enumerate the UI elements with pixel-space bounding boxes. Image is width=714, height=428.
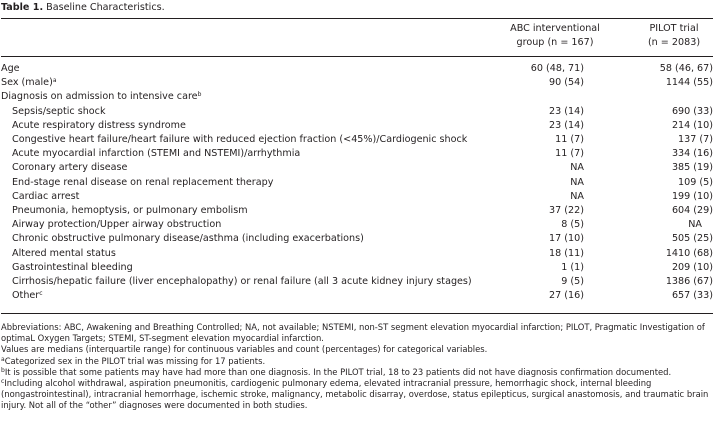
cell-pilot-trial: 58 (46, 67) xyxy=(659,63,713,74)
footnote-marker: c xyxy=(39,290,43,298)
cell-pilot-trial: 214 (10) xyxy=(671,119,713,131)
footnote-a-mark: a xyxy=(1,355,5,363)
table-row xyxy=(0,190,714,204)
cell-abc-group: 18 (11) xyxy=(549,247,584,259)
row-label xyxy=(12,161,127,175)
cell-pilot-trial: NA xyxy=(688,219,702,231)
row-label-text: Sepsis/septic shock xyxy=(12,105,106,117)
table-row xyxy=(0,133,714,147)
row-label xyxy=(12,204,248,218)
footnote-c-mark: c xyxy=(1,378,5,386)
footnote-b xyxy=(1,367,713,378)
row-label xyxy=(12,289,43,303)
row-label xyxy=(12,232,364,246)
row-label-text: End-stage renal disease on renal replacement therapy xyxy=(12,176,274,188)
cell-pilot-trial: 385 (19) xyxy=(671,162,713,174)
cell-abc-group: 27 (16) xyxy=(549,290,584,302)
cell-abc-group: 23 (14) xyxy=(549,105,584,117)
cell-abc-group: 9 (5) xyxy=(561,276,584,287)
footnote-b-mark: b xyxy=(1,366,5,374)
table-row xyxy=(0,76,714,90)
table-row xyxy=(0,289,714,303)
row-label-text: Altered mental status xyxy=(12,247,116,259)
table-row xyxy=(0,105,714,119)
cell-abc-group: 37 (22) xyxy=(549,205,584,216)
cell-pilot-trial: 505 (25) xyxy=(671,233,713,245)
footnote-values: Values are medians (interquartile range) for continuous variables and count (percentages) for categorical variables. xyxy=(1,344,488,355)
cell-pilot-trial: 199 (10) xyxy=(671,190,713,202)
table-label: Table 1. xyxy=(1,2,44,13)
row-label xyxy=(12,147,300,161)
footnote-a-text: Categorized sex in the PILOT trial was missing for 17 patients. xyxy=(4,355,266,366)
cell-pilot-trial: 334 (16) xyxy=(671,148,713,160)
table-row xyxy=(0,218,714,232)
footnote-b-text: It is possible that some patients may have had more than one diagnosis. In the PILOT trial, 18 to 23 patients did not have diagnosis confirmation documented. xyxy=(4,366,672,377)
row-label-text: Other xyxy=(12,290,40,302)
table-caption xyxy=(1,1,165,14)
footnote-abbreviations: Abbreviations: ABC, Awakening and Breathing Controlled; NA, not available; NSTEMI, non-ST segment elevation myocardial infarction; PILOT, Pragmatic Investigation of optimaL Oxygen Targets; STEMI, ST-segment elevation myocardial infarction. xyxy=(1,322,705,344)
table-row xyxy=(0,204,714,218)
row-label-text: Acute myocardial infarction (STEMI and NSTEMI)/arrhythmia xyxy=(12,148,301,160)
cell-abc-group: 17 (10) xyxy=(549,233,584,245)
row-label-text: Chronic obstructive pulmonary disease/asthma (including exacerbations) xyxy=(12,233,364,245)
row-label xyxy=(12,261,133,275)
footnote-marker: a xyxy=(52,77,57,85)
row-label xyxy=(12,119,186,133)
cell-abc-group: 11 (7) xyxy=(555,148,584,160)
cell-abc-group: 11 (7) xyxy=(555,134,584,145)
row-label-text: Sex (male) xyxy=(1,77,53,89)
row-label-text: Acute respiratory distress syndrome xyxy=(12,119,186,131)
row-label-text: Cardiac arrest xyxy=(12,190,80,202)
cell-pilot-trial: 657 (33) xyxy=(671,290,713,302)
header-abc-line1: ABC interventional xyxy=(510,23,600,34)
row-label xyxy=(12,105,106,119)
header-abc-group xyxy=(496,22,614,50)
cell-pilot-trial: 109 (5) xyxy=(678,176,713,188)
row-label-text: Coronary artery disease xyxy=(12,162,128,174)
cell-pilot-trial: 1144 (55) xyxy=(665,77,713,89)
cell-pilot-trial: 1410 (68) xyxy=(665,247,713,259)
footnote-c-text: Including alcohol withdrawal, aspiration pneumonitis, cardiogenic pulmonary edema, elevated intracranial pressure, hemorrhagic shock, internal bleeding (nongastrointestinal), intracranial hemorrhage, ischemic stroke, malignancy, metabolic disarray, overdose, status epilepticus, surgical anastomosis, and traumatic brain injury. Not all of the “other” diagnoses were documented in both studies. xyxy=(1,378,709,411)
row-label-text: Diagnosis on admission to intensive care xyxy=(1,91,198,103)
row-label xyxy=(1,76,57,90)
table-title: Baseline Characteristics. xyxy=(46,2,165,13)
cell-abc-group: NA xyxy=(570,190,584,202)
cell-abc-group: 1 (1) xyxy=(561,261,584,273)
table-row xyxy=(0,147,714,161)
cell-abc-group: 8 (5) xyxy=(561,219,584,231)
header-abc-line2: group (n = 167) xyxy=(516,37,594,48)
row-label-text: Gastrointestinal bleeding xyxy=(12,261,133,273)
table-row xyxy=(0,275,714,289)
row-label-text: Pneumonia, hemoptysis, or pulmonary embolism xyxy=(12,205,248,216)
header-pilot-line1: PILOT trial xyxy=(649,23,699,34)
table-row xyxy=(0,261,714,275)
cell-pilot-trial: 604 (29) xyxy=(671,205,713,216)
top-rule xyxy=(1,18,713,19)
table-row xyxy=(0,161,714,175)
cell-pilot-trial: 137 (7) xyxy=(678,134,713,145)
table-row xyxy=(0,247,714,261)
table-row xyxy=(0,176,714,190)
table-row xyxy=(0,119,714,133)
footnote-c xyxy=(1,378,713,412)
cell-abc-group: NA xyxy=(570,176,584,188)
table-footnotes xyxy=(1,322,713,412)
cell-abc-group: NA xyxy=(570,162,584,174)
row-label-text: Age xyxy=(1,63,20,74)
bottom-rule xyxy=(1,313,713,314)
header-pilot-line2: (n = 2083) xyxy=(647,37,701,48)
row-label xyxy=(12,218,221,232)
row-label xyxy=(1,90,201,104)
table-row xyxy=(0,232,714,246)
row-label-text: Airway protection/Upper airway obstruction xyxy=(12,219,222,231)
header-rule xyxy=(1,56,713,57)
row-label-text: Congestive heart failure/heart failure with reduced ejection fraction (<45%)/Cardiogenic shock xyxy=(12,134,468,145)
cell-abc-group: 23 (14) xyxy=(549,119,584,131)
cell-abc-group: 60 (48, 71) xyxy=(530,63,584,74)
footnote-marker: b xyxy=(197,91,202,99)
row-label xyxy=(12,247,116,261)
row-label xyxy=(1,62,20,76)
header-pilot-trial xyxy=(634,22,714,50)
table-row xyxy=(0,62,714,76)
cell-abc-group: 90 (54) xyxy=(549,77,584,89)
cell-pilot-trial: 1386 (67) xyxy=(665,276,713,287)
row-label xyxy=(12,190,79,204)
cell-pilot-trial: 690 (33) xyxy=(671,105,713,117)
cell-pilot-trial: 209 (10) xyxy=(671,261,713,273)
row-label-text: Cirrhosis/hepatic failure (liver encephalopathy) or renal failure (all 3 acute kidney injury stages) xyxy=(12,276,472,287)
row-label xyxy=(12,275,472,289)
footnote-a xyxy=(1,356,713,367)
row-label xyxy=(12,133,467,147)
table-row xyxy=(0,90,714,104)
row-label xyxy=(12,176,273,190)
